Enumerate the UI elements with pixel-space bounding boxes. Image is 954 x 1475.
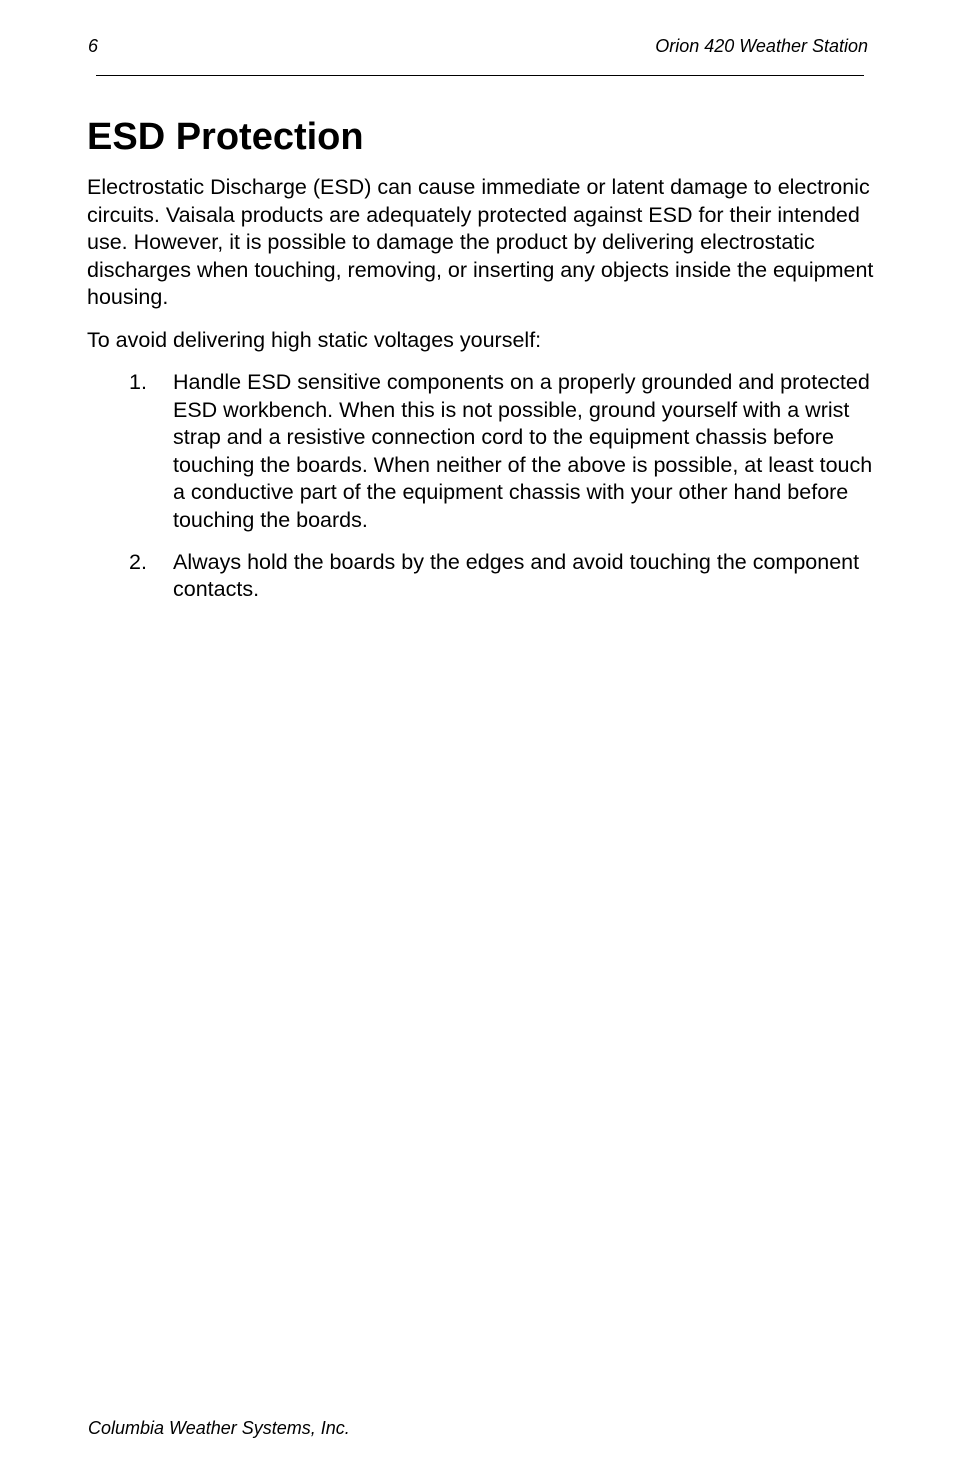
page-number: 6 — [88, 36, 99, 56]
section-title: ESD Protection — [87, 116, 364, 158]
list-intro: To avoid delivering high static voltages yourself: — [87, 328, 542, 352]
intro-paragraph: Electrostatic Discharge (ESD) can cause immediate or latent damage to electronic circuits. Vaisala products are adequately protected against ESD for their intended use. However, it is possible to damage the product by delivering electrostatic discharges when touching, removing, or inserting any objects inside the equipment housing. — [87, 175, 874, 310]
list-item — [87, 549, 877, 604]
list-item-number: 1. — [129, 370, 147, 394]
header-divider — [96, 75, 864, 76]
running-header-title: Orion 420 Weather Station — [655, 36, 868, 56]
list-item-text: Always hold the boards by the edges and avoid touching the component contacts. — [173, 549, 860, 602]
list-item-text: Handle ESD sensitive components on a properly grounded and protected ESD workbench. When this is not possible, ground yourself with a wrist strap and a resistive connection cord to the equipment chassis before touching the boards. When neither of the above is possible, at least touch a conductive part of the equipment chassis with your other hand before touching the boards. — [173, 370, 873, 532]
footer-company: Columbia Weather Systems, Inc. — [88, 1418, 350, 1438]
list-item — [87, 369, 877, 535]
esd-steps-list — [87, 369, 877, 618]
list-item-number: 2. — [129, 549, 147, 574]
